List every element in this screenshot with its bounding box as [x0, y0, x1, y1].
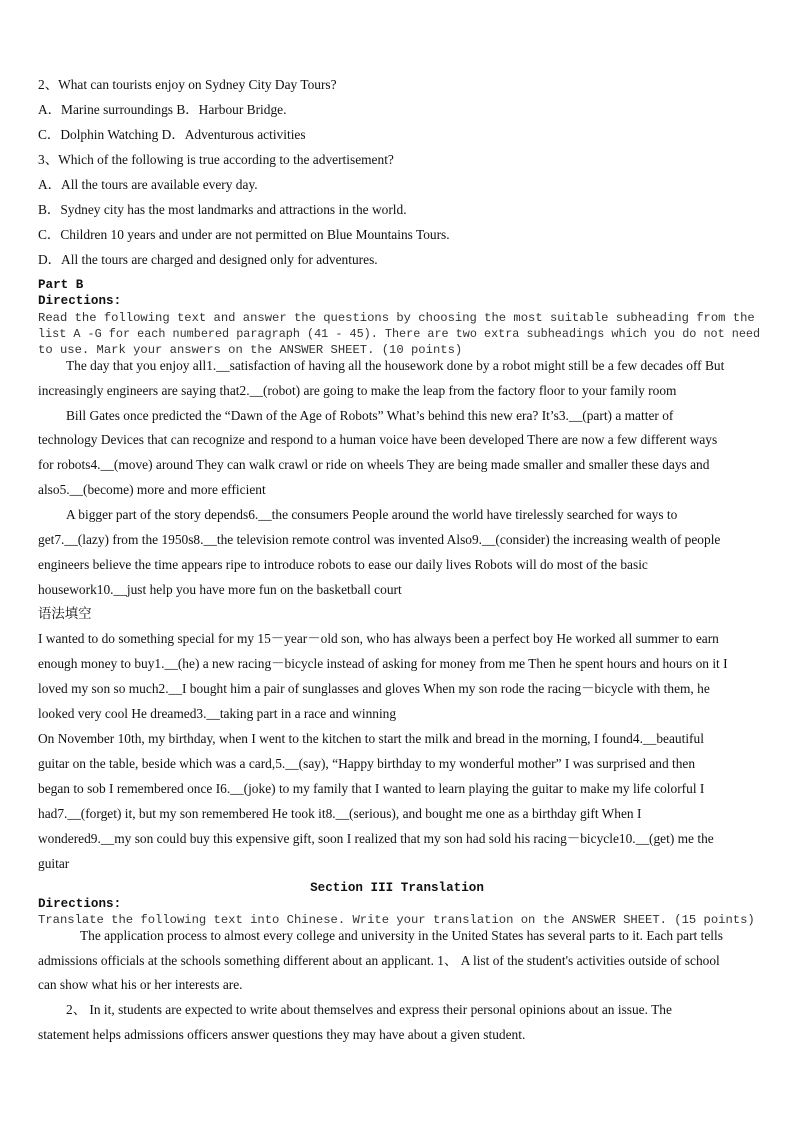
section-3-title: Section III Translation — [310, 881, 484, 895]
question-3-option-d: D．All the tours are charged and designed only for adventures. — [38, 252, 378, 267]
grammar-title: 语法填空 — [38, 606, 92, 621]
grammar-line: began to sob I remembered once I6.__(joke) to my family that I wanted to learn playing the guitar to make my life colorful I — [38, 781, 705, 796]
question-3-option-c: C．Children 10 years and under are not permitted on Blue Mountains Tours. — [38, 227, 450, 242]
grammar-line: had7.__(forget) it, but my son remembered He took it8.__(serious), and bought me one as a birthday gift When I — [38, 806, 642, 821]
translation-line: statement helps admissions officers answer questions they may have about a given student. — [38, 1027, 526, 1042]
part-b-directions-label: Directions: — [38, 294, 122, 308]
passage-line: for robots4.__(move) around They can walk crawl or ride on wheels They are being made smaller and smaller these days and — [38, 457, 710, 472]
part-b-directions-line: list A -G for each numbered paragraph (41 - 45). There are two extra subheadings which you do not need — [38, 327, 761, 341]
translation-line: admissions officials at the schools something different about an applicant. 1、 A list of the student's activities outside of school — [38, 953, 720, 968]
grammar-line: On November 10th, my birthday, when I went to the kitchen to start the milk and bread in the morning, I found4.__beautiful — [38, 731, 704, 746]
grammar-line: loved my son so much2.__I bought him a pair of sunglasses and gloves When my son rode the racing－bicycle with them, he — [38, 681, 710, 696]
question-3-stem: 3、Which of the following is true according to the advertisement? — [38, 152, 394, 167]
question-3-option-a: A．All the tours are available every day. — [38, 177, 258, 192]
translation-line: 2、 In it, students are expected to write about themselves and express their personal opinions about an issue. The — [66, 1002, 672, 1017]
passage-line: The day that you enjoy all1.__satisfaction of having all the housework done by a robot might still be a few decades off But — [66, 358, 725, 373]
section-3-directions-label: Directions: — [38, 897, 122, 911]
grammar-line: guitar on the table, beside which was a card,5.__(say), “Happy birthday to my wonderful mother” I was surprised and then — [38, 756, 696, 771]
part-b-directions-line: Read the following text and answer the questions by choosing the most suitable subheading from the — [38, 311, 755, 325]
passage-line: engineers believe the time appears ripe to introduce robots to ease our daily lives Robots will do most of the basic — [38, 557, 648, 572]
grammar-line: enough money to buy1.__(he) a new racing－bicycle instead of asking for money from me Then he spent hours and hours on it I — [38, 656, 728, 671]
section-3-directions: Translate the following text into Chinese. Write your translation on the ANSWER SHEET. (15 points) — [38, 913, 755, 927]
translation-line: can show what his or her interests are. — [38, 977, 243, 992]
question-2-options-ab: A．Marine surroundings B．Harbour Bridge. — [38, 102, 287, 117]
part-b-title: Part B — [38, 278, 84, 292]
passage-line: also5.__(become) more and more efficient — [38, 482, 266, 497]
passage-line: A bigger part of the story depends6.__the consumers People around the world have tirelessly searched for ways to — [66, 507, 678, 522]
question-3-option-b: B．Sydney city has the most landmarks and attractions in the world. — [38, 202, 407, 217]
translation-line: The application process to almost every college and university in the United States has several parts to it. Each part tells — [80, 928, 723, 943]
passage-line: Bill Gates once predicted the “Dawn of the Age of Robots” What’s behind this new era? It’s3.__(part) a matter of — [66, 408, 674, 423]
grammar-line: looked very cool He dreamed3.__taking part in a race and winning — [38, 706, 397, 721]
grammar-line: wondered9.__my son could buy this expensive gift, soon I realized that my son had sold his racing－bicycle10.__(get) me the — [38, 831, 714, 846]
passage-line: housework10.__just help you have more fun on the basketball court — [38, 582, 402, 597]
grammar-line: guitar — [38, 856, 70, 871]
passage-line: get7.__(lazy) from the 1950s8.__the television remote control was invented Also9.__(consider) the increasing wealth of people — [38, 532, 721, 547]
grammar-line: I wanted to do something special for my 15－year－old son, who has always been a perfect boy He worked all summer to earn — [38, 631, 719, 646]
question-2-options-cd: C．Dolphin Watching D．Adventurous activities — [38, 127, 306, 142]
passage-line: increasingly engineers are saying that2.__(robot) are going to make the leap from the factory floor to your family room — [38, 383, 677, 398]
question-2-stem: 2、What can tourists enjoy on Sydney City Day Tours? — [38, 77, 337, 92]
passage-line: technology Devices that can recognize and respond to a human voice have been developed There are now a few different ways — [38, 432, 718, 447]
part-b-directions-line: to use. Mark your answers on the ANSWER SHEET. (10 points) — [38, 343, 463, 357]
